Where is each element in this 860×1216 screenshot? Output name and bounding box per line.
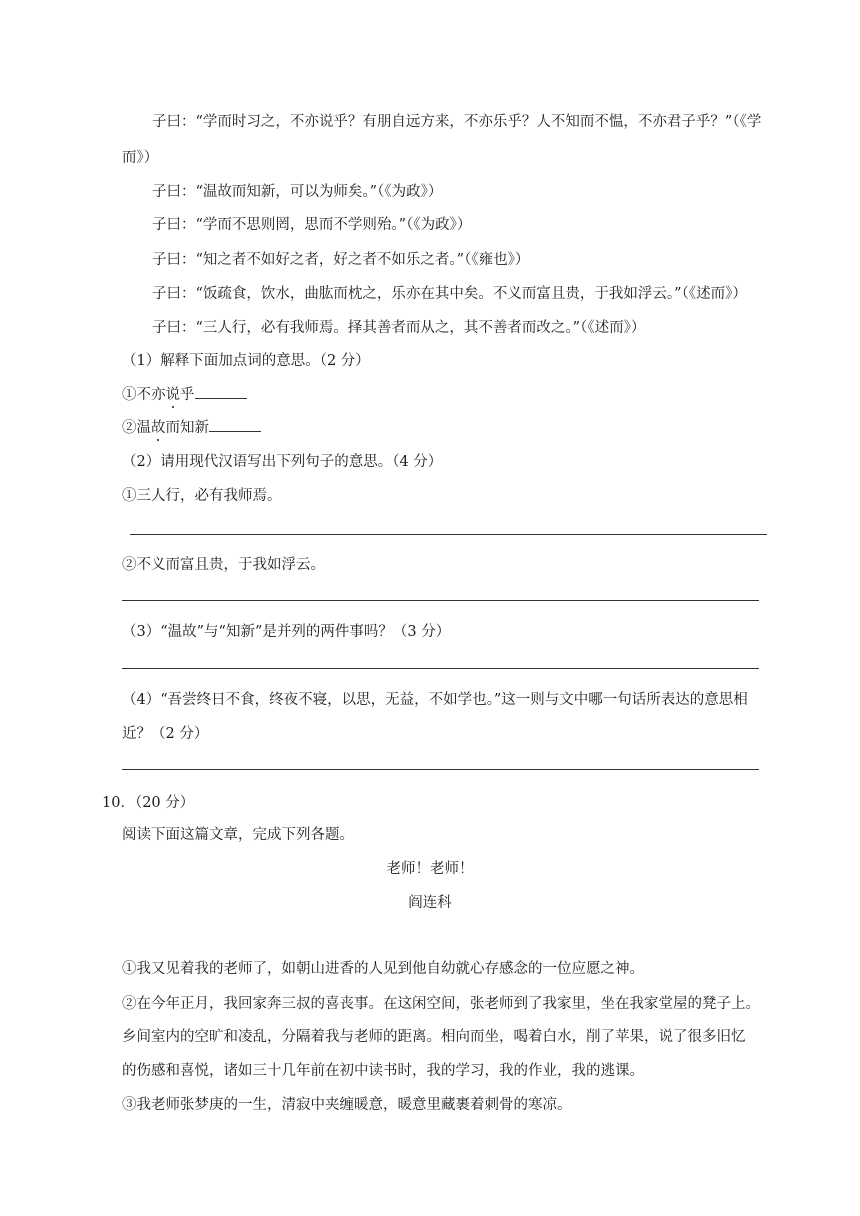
quote-1-line-2: 而》） xyxy=(122,150,159,166)
question-1-item-1 xyxy=(122,383,247,404)
answer-blank[interactable] xyxy=(195,384,247,399)
answer-line[interactable] xyxy=(122,769,759,770)
quote-1-line-1: 子曰：“学而时习之，不亦说乎？有朋自远方来，不亦乐乎？人不知而不愠，不亦君子乎？”（《学 xyxy=(152,114,762,130)
question-4-line-2: 近？（2 分） xyxy=(122,726,209,742)
question-3-title: （3）“温故”与“知新”是并列的两件事吗？（3 分） xyxy=(122,624,451,640)
question-2-item-2: ②不义而富且贵，于我如浮云。 xyxy=(122,557,325,573)
item-number: ② xyxy=(122,420,137,436)
paragraph-1: ①我又见着我的老师了，如朝山进香的人见到他自幼就心存感念的一位应愿之神。 xyxy=(122,961,644,977)
item-text-post: 乎 xyxy=(180,387,195,403)
quote-3: 子曰：“学而不思则罔，思而不学则殆。”（《为政》） xyxy=(152,217,472,233)
paragraph-2-line-3: 的伤感和喜悦，诸如三十几年前在初中读书时，我的学习，我的作业，我的逃课。 xyxy=(122,1063,644,1079)
question-10-instruction: 阅读下面这篇文章，完成下列各题。 xyxy=(122,827,354,843)
dotted-word: 说 xyxy=(166,383,181,404)
article-author: 阎连科 xyxy=(408,895,452,911)
question-1-item-2 xyxy=(122,416,261,437)
quote-4: 子曰：“知之者不如好之者，好之者不如乐之者。”（《雍也》） xyxy=(152,252,530,268)
quote-5: 子曰：“饭疏食，饮水，曲肱而枕之，乐亦在其中矣。不义而富且贵，于我如浮云。”（《述而》） xyxy=(152,286,747,302)
paragraph-3: ③我老师张梦庚的一生，清寂中夹缠暖意，暖意里藏裹着刺骨的寒凉。 xyxy=(122,1097,572,1113)
answer-line[interactable] xyxy=(122,668,759,669)
question-2-title: （2）请用现代汉语写出下列句子的意思。（4 分） xyxy=(122,454,443,470)
question-4-line-1: （4）“吾尝终日不食，终夜不寝，以思，无益，不如学也。”这一则与文中哪一句话所表达的意思相 xyxy=(122,692,748,708)
question-2-item-1: ①三人行，必有我师焉。 xyxy=(122,488,282,504)
quote-2: 子曰：“温故而知新，可以为师矣。”（《为政》） xyxy=(152,184,443,200)
quote-6: 子曰：“三人行，必有我师焉。择其善者而从之，其不善者而改之。”（《述而》） xyxy=(152,320,646,336)
item-text-post: 而知新 xyxy=(165,420,209,436)
item-text-pre: 温 xyxy=(136,420,151,436)
item-number: ① xyxy=(122,387,137,403)
article-title: 老师！老师！ xyxy=(386,861,474,877)
question-10-number: 10．（20 分） xyxy=(102,795,195,811)
answer-blank[interactable] xyxy=(209,417,261,432)
answer-line[interactable] xyxy=(122,600,759,601)
item-text-pre: 不亦 xyxy=(136,387,166,403)
paragraph-2-line-1: ②在今年正月，我回家奔三叔的喜丧事。在这闲空间，张老师到了我家里，坐在我家堂屋的凳子上。 xyxy=(122,996,760,1012)
dotted-word: 故 xyxy=(151,416,166,437)
question-1-title: （1）解释下面加点词的意思。（2 分） xyxy=(122,353,370,369)
answer-line[interactable] xyxy=(130,534,767,535)
paragraph-2-line-2: 乡间室内的空旷和凌乱，分隔着我与老师的距离。相向而坐，喝着白水，削了苹果，说了很多旧忆 xyxy=(122,1029,746,1045)
